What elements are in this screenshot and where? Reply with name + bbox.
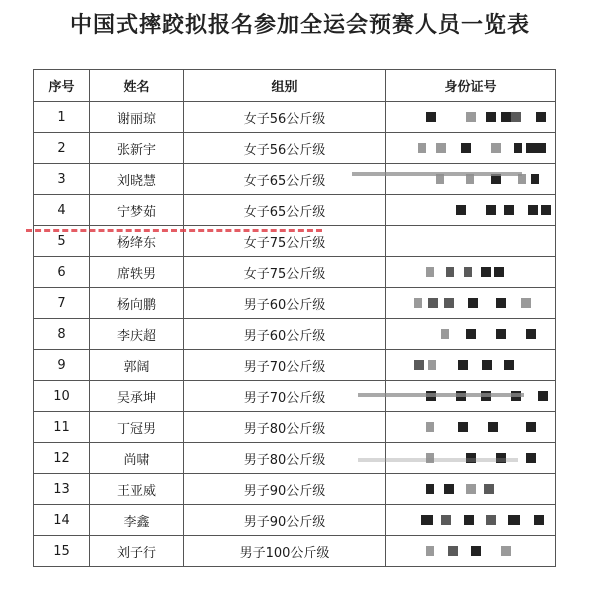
redaction-block	[538, 391, 548, 401]
redaction-block	[464, 267, 472, 277]
redaction-block	[466, 484, 476, 494]
redaction-block	[526, 143, 546, 153]
redaction-block	[428, 360, 436, 370]
redaction-block	[482, 360, 492, 370]
athlete-name: 李庆超	[90, 319, 184, 350]
redaction-block	[448, 546, 458, 556]
redaction-block	[488, 422, 498, 432]
row-number: 13	[34, 474, 90, 505]
table-row	[34, 505, 556, 536]
redaction-block	[531, 174, 539, 184]
redaction-block	[528, 205, 538, 215]
page-title: 中国式摔跤拟报名参加全运会预赛人员一览表	[69, 13, 530, 38]
redaction-block	[486, 112, 496, 122]
redaction-block	[426, 546, 434, 556]
weight-class: 男子90公斤级	[184, 505, 386, 536]
redaction-block	[471, 546, 481, 556]
redaction-block	[426, 267, 434, 277]
redaction-mask	[386, 474, 555, 504]
redaction-mask	[386, 226, 555, 256]
redaction-block	[446, 267, 454, 277]
redaction-block	[441, 329, 449, 339]
redaction-block	[514, 143, 522, 153]
athlete-name: 谢丽琼	[90, 102, 184, 133]
redaction-block	[526, 422, 536, 432]
redaction-block	[426, 484, 434, 494]
id-number-redacted	[386, 505, 556, 536]
table-row	[34, 412, 556, 443]
redaction-block	[496, 298, 506, 308]
redaction-smear	[358, 393, 524, 397]
redaction-block	[418, 143, 426, 153]
redaction-block	[468, 298, 478, 308]
redaction-mask	[386, 350, 555, 380]
athlete-name: 郭阔	[90, 350, 184, 381]
athlete-name: 王亚威	[90, 474, 184, 505]
row-number: 11	[34, 412, 90, 443]
redaction-mask	[386, 195, 555, 225]
redaction-block	[541, 205, 551, 215]
redaction-block	[428, 298, 438, 308]
row-number: 5	[34, 226, 90, 257]
redaction-block	[464, 515, 474, 525]
redaction-block	[496, 329, 506, 339]
redaction-block	[421, 515, 433, 525]
redaction-block	[536, 112, 546, 122]
redaction-block	[426, 112, 436, 122]
weight-class: 男子80公斤级	[184, 443, 386, 474]
redaction-block	[494, 267, 504, 277]
redaction-mask	[386, 102, 555, 132]
weight-class: 女子75公斤级	[184, 226, 386, 257]
redaction-smear	[352, 172, 522, 176]
row-number: 15	[34, 536, 90, 567]
column-header-no: 序号	[34, 70, 90, 102]
table-row	[34, 102, 556, 133]
redaction-block	[436, 143, 446, 153]
column-header-id: 身份证号	[386, 70, 556, 102]
weight-class: 女子65公斤级	[184, 164, 386, 195]
athlete-name: 尚啸	[90, 443, 184, 474]
weight-class: 男子90公斤级	[184, 474, 386, 505]
redaction-block	[501, 112, 511, 122]
redaction-block	[458, 422, 468, 432]
column-header-group: 组别	[184, 70, 386, 102]
redaction-block	[466, 329, 476, 339]
redaction-block	[521, 298, 531, 308]
redaction-mask	[386, 257, 555, 287]
weight-class: 男子60公斤级	[184, 288, 386, 319]
redaction-block	[414, 360, 424, 370]
weight-class: 女子65公斤级	[184, 195, 386, 226]
weight-class: 男子70公斤级	[184, 381, 386, 412]
weight-class: 男子100公斤级	[184, 536, 386, 567]
redaction-block	[508, 515, 520, 525]
row-number: 10	[34, 381, 90, 412]
id-number-redacted	[386, 102, 556, 133]
row-number: 9	[34, 350, 90, 381]
row-number: 6	[34, 257, 90, 288]
redaction-mask	[386, 536, 555, 566]
row-number: 8	[34, 319, 90, 350]
table-row	[34, 350, 556, 381]
table-header-row	[34, 70, 556, 102]
table-row	[34, 195, 556, 226]
table-row	[34, 133, 556, 164]
redaction-block	[501, 546, 511, 556]
redaction-block	[534, 515, 544, 525]
id-number-redacted	[386, 195, 556, 226]
redaction-mask	[386, 133, 555, 163]
id-number-redacted	[386, 257, 556, 288]
athlete-name: 李鑫	[90, 505, 184, 536]
row-number: 14	[34, 505, 90, 536]
id-number-redacted	[386, 350, 556, 381]
row-number: 12	[34, 443, 90, 474]
redaction-block	[444, 484, 454, 494]
athlete-name: 刘晓慧	[90, 164, 184, 195]
weight-class: 男子80公斤级	[184, 412, 386, 443]
weight-class: 女子56公斤级	[184, 133, 386, 164]
redaction-mask	[386, 505, 555, 535]
id-number-redacted	[386, 412, 556, 443]
redaction-block	[466, 112, 476, 122]
redaction-block	[504, 205, 514, 215]
redaction-block	[511, 112, 521, 122]
row-number: 7	[34, 288, 90, 319]
redaction-block	[491, 143, 501, 153]
athlete-name: 杨向鹏	[90, 288, 184, 319]
table-row	[34, 536, 556, 567]
row-number: 4	[34, 195, 90, 226]
redaction-block	[456, 205, 466, 215]
redaction-block	[526, 329, 536, 339]
athlete-name: 张新宇	[90, 133, 184, 164]
redaction-mask	[386, 288, 555, 318]
table-row	[34, 164, 556, 195]
redaction-block	[458, 360, 468, 370]
redaction-block	[486, 205, 496, 215]
id-number-redacted	[386, 319, 556, 350]
redaction-block	[444, 298, 454, 308]
id-number-redacted	[386, 288, 556, 319]
id-number-redacted	[386, 474, 556, 505]
row-number: 3	[34, 164, 90, 195]
weight-class: 女子56公斤级	[184, 102, 386, 133]
table-row	[34, 257, 556, 288]
id-number-redacted	[386, 133, 556, 164]
redaction-block	[504, 360, 514, 370]
id-number-redacted	[386, 226, 556, 257]
redaction-block	[461, 143, 471, 153]
athlete-name: 席轶男	[90, 257, 184, 288]
redaction-mask	[386, 164, 555, 194]
table-row	[34, 319, 556, 350]
table-row	[34, 474, 556, 505]
redaction-smear	[358, 458, 518, 462]
row-number: 1	[34, 102, 90, 133]
table-row	[34, 288, 556, 319]
id-number-redacted	[386, 536, 556, 567]
redaction-block	[486, 515, 496, 525]
row-number: 2	[34, 133, 90, 164]
column-header-name: 姓名	[90, 70, 184, 102]
weight-class: 男子60公斤级	[184, 319, 386, 350]
id-number-redacted	[386, 164, 556, 195]
weight-class: 男子70公斤级	[184, 350, 386, 381]
red-dashed-strike-line	[26, 229, 322, 232]
redaction-block	[526, 453, 536, 463]
redaction-block	[484, 484, 494, 494]
redaction-mask	[386, 319, 555, 349]
athlete-name: 杨绛东	[90, 226, 184, 257]
redaction-block	[441, 515, 451, 525]
athlete-name: 宁梦茹	[90, 195, 184, 226]
roster-table	[33, 69, 556, 567]
redaction-mask	[386, 412, 555, 442]
redaction-block	[481, 267, 491, 277]
redaction-block	[414, 298, 422, 308]
athlete-name: 吴承坤	[90, 381, 184, 412]
redaction-block	[426, 422, 434, 432]
athlete-name: 丁冠男	[90, 412, 184, 443]
athlete-name: 刘子行	[90, 536, 184, 567]
weight-class: 女子75公斤级	[184, 257, 386, 288]
